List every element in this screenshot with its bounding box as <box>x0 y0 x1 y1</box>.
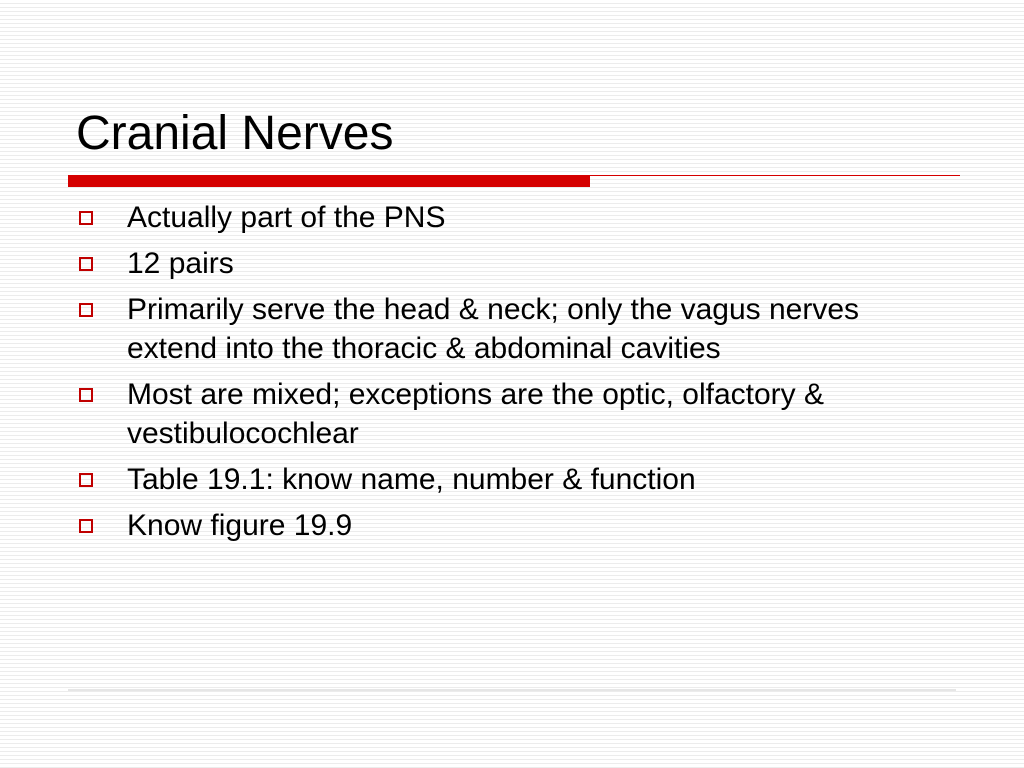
bullet-text: 12 pairs <box>127 247 234 280</box>
bullet-item <box>76 460 956 499</box>
bullet-text: Know figure 19.9 <box>127 509 353 542</box>
hollow-square-icon <box>79 211 93 225</box>
slide-title: Cranial Nerves <box>76 107 394 160</box>
hollow-square-icon <box>79 473 93 487</box>
bullet-item <box>76 375 956 453</box>
bullet-text: Primarily serve the head & neck; only the vagus nerves extend into the thoracic & abdominal cavities <box>127 293 860 365</box>
hollow-square-icon <box>79 388 93 402</box>
hollow-square-icon <box>79 303 93 317</box>
bullet-list <box>76 198 956 552</box>
bullet-item <box>76 198 956 237</box>
footer-divider <box>68 689 956 691</box>
bullet-text: Table 19.1: know name, number & function <box>127 463 696 496</box>
title-underline-thick <box>68 175 590 187</box>
title-underline-thin <box>590 175 960 176</box>
bullet-item <box>76 244 956 283</box>
bullet-text: Most are mixed; exceptions are the optic, olfactory & vestibulocochlear <box>127 378 824 450</box>
hollow-square-icon <box>79 257 93 271</box>
bullet-item <box>76 290 956 368</box>
bullet-text: Actually part of the PNS <box>127 201 446 234</box>
hollow-square-icon <box>79 519 93 533</box>
bullet-item <box>76 506 956 545</box>
